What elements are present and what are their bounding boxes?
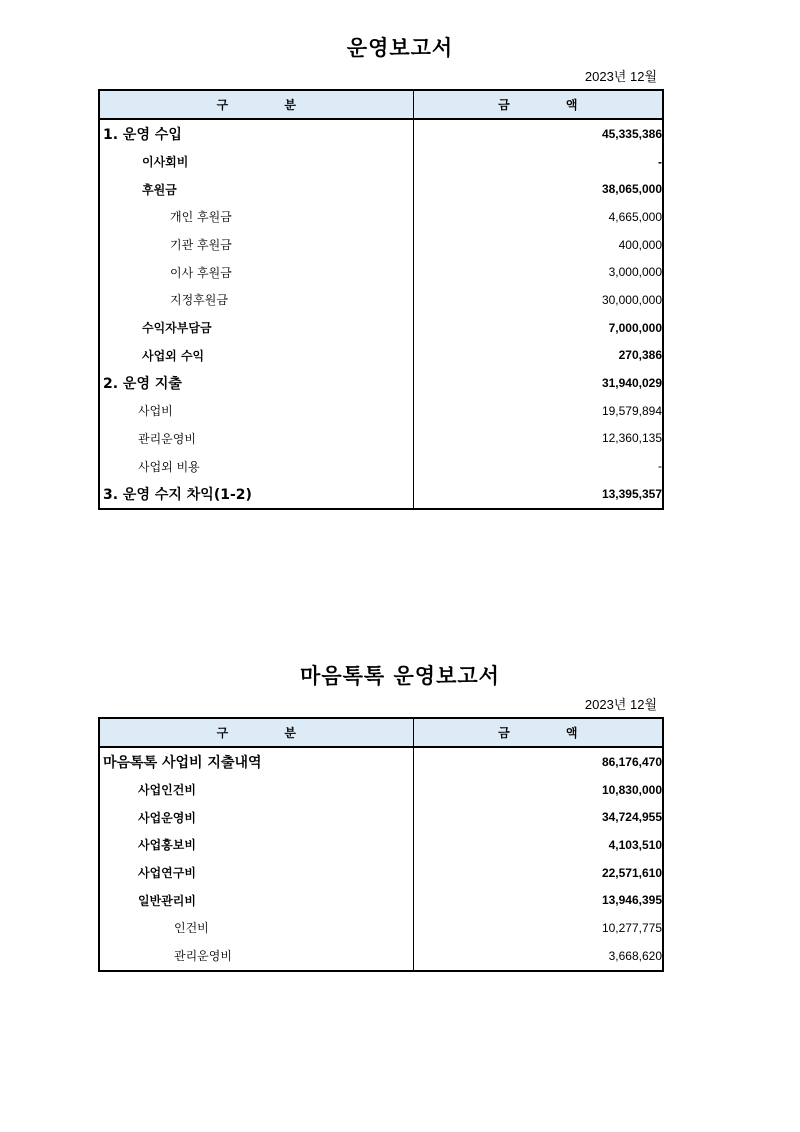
report2-table <box>98 717 664 972</box>
table-row <box>99 397 663 425</box>
table-header-row <box>99 90 663 119</box>
row-amount: 86,176,470 <box>413 747 663 776</box>
table-row <box>99 831 663 859</box>
row-amount: 3,000,000 <box>413 258 663 286</box>
row-label: 수익자부담금 <box>99 314 413 342</box>
row-amount: 22,571,610 <box>413 859 663 887</box>
table-row <box>99 776 663 804</box>
row-amount: 45,335,386 <box>413 119 663 148</box>
row-amount: 38,065,000 <box>413 175 663 203</box>
row-amount: 7,000,000 <box>413 314 663 342</box>
row-label: 인건비 <box>99 914 413 942</box>
table-row <box>99 342 663 370</box>
row-amount: 4,103,510 <box>413 831 663 859</box>
header-category: 구 분 <box>99 718 413 747</box>
row-amount: 30,000,000 <box>413 286 663 314</box>
row-amount: 10,830,000 <box>413 776 663 804</box>
report1-date: 2023년 12월 <box>584 69 657 84</box>
header-amount: 금 액 <box>413 90 663 119</box>
row-amount: 34,724,955 <box>413 803 663 831</box>
row-label: 이사회비 <box>99 148 413 176</box>
row-label: 사업비 <box>99 397 413 425</box>
row-amount: 13,946,395 <box>413 886 663 914</box>
table-row <box>99 425 663 453</box>
table-row <box>99 452 663 480</box>
row-amount: 19,579,894 <box>413 397 663 425</box>
table-row <box>99 148 663 176</box>
row-amount: 13,395,357 <box>413 480 663 509</box>
row-amount: 12,360,135 <box>413 425 663 453</box>
row-label: 1. 운영 수입 <box>99 119 413 148</box>
row-label: 일반관리비 <box>99 886 413 914</box>
row-amount: 270,386 <box>413 342 663 370</box>
table-row <box>99 231 663 259</box>
table-row <box>99 369 663 397</box>
row-label: 사업인건비 <box>99 776 413 804</box>
report2-date: 2023년 12월 <box>584 697 657 712</box>
table-row <box>99 803 663 831</box>
table-row <box>99 480 663 509</box>
table-row <box>99 175 663 203</box>
row-label: 후원금 <box>99 175 413 203</box>
table-row <box>99 747 663 776</box>
table-row <box>99 203 663 231</box>
table-row <box>99 914 663 942</box>
header-amount: 금 액 <box>413 718 663 747</box>
table-row <box>99 942 663 971</box>
row-label: 관리운영비 <box>99 425 413 453</box>
table-row <box>99 119 663 148</box>
row-label: 이사 후원금 <box>99 258 413 286</box>
row-label: 사업외 수익 <box>99 342 413 370</box>
row-label: 마음톡톡 사업비 지출내역 <box>99 747 413 776</box>
row-amount: 31,940,029 <box>413 369 663 397</box>
row-label: 기관 후원금 <box>99 231 413 259</box>
row-label: 개인 후원금 <box>99 203 413 231</box>
row-label: 2. 운영 지출 <box>99 369 413 397</box>
row-amount: - <box>413 148 663 176</box>
table-row <box>99 886 663 914</box>
row-label: 사업운영비 <box>99 803 413 831</box>
row-label: 3. 운영 수지 차익(1-2) <box>99 480 413 509</box>
row-label: 사업외 비용 <box>99 452 413 480</box>
table-row <box>99 286 663 314</box>
table-row <box>99 258 663 286</box>
row-label: 사업연구비 <box>99 859 413 887</box>
table-row <box>99 314 663 342</box>
row-label: 사업홍보비 <box>99 831 413 859</box>
table-row <box>99 859 663 887</box>
report1-title: 운영보고서 <box>346 36 454 60</box>
row-amount: 3,668,620 <box>413 942 663 971</box>
row-amount: 400,000 <box>413 231 663 259</box>
report2-title: 마음톡톡 운영보고서 <box>300 664 500 688</box>
report1-table <box>98 89 664 510</box>
row-amount: - <box>413 452 663 480</box>
header-category: 구 분 <box>99 90 413 119</box>
table-header-row <box>99 718 663 747</box>
row-label: 관리운영비 <box>99 942 413 971</box>
row-amount: 10,277,775 <box>413 914 663 942</box>
row-label: 지정후원금 <box>99 286 413 314</box>
row-amount: 4,665,000 <box>413 203 663 231</box>
